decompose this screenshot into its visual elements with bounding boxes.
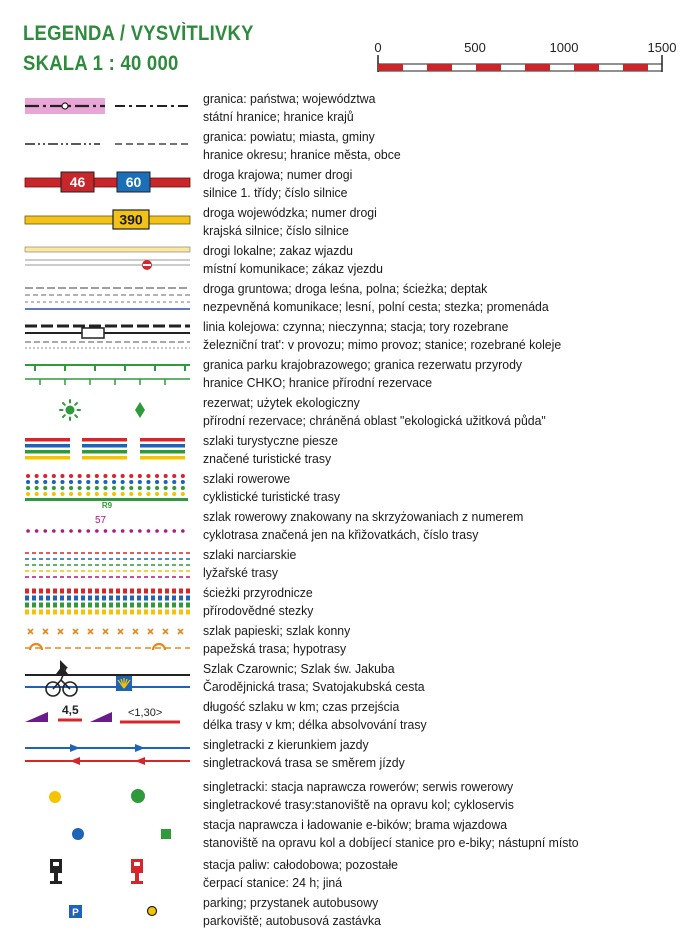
legend-row-park-border	[0, 354, 700, 394]
legend-text	[203, 394, 663, 430]
label-pl: szlak papieski; szlak konny	[203, 623, 351, 638]
label-pl: singletracki z kierunkiem jazdy	[203, 737, 369, 752]
legend-text	[203, 280, 663, 316]
national-road-symbol	[20, 164, 195, 204]
legend-row-repair-station	[0, 776, 700, 816]
label-cz: místní komunikace; zákaz vjezdu	[203, 261, 383, 276]
label-cz: čerpací stanice: 24 h; jiná	[203, 875, 343, 890]
horseshoe-icon	[153, 644, 165, 650]
witch-jacob-trail-symbol	[20, 658, 195, 698]
label-cz: Čarodějnická trasa; Svatojakubská cesta	[203, 679, 425, 694]
legend-text	[203, 660, 663, 696]
legend-row-fuel-station	[0, 854, 700, 894]
fuel-station-24h-icon	[50, 859, 62, 884]
ski-trails-symbol	[20, 544, 195, 584]
legend-text	[203, 856, 663, 892]
label-cz: státní hranice; hranice krajů	[203, 109, 354, 124]
label-pl: singletracki: stacja naprawcza rowerów; serwis rowerowy	[203, 779, 514, 794]
legend-text	[203, 894, 663, 930]
legend-text	[203, 698, 663, 734]
reserve-symbol	[20, 392, 195, 432]
road-number-60: 60	[125, 174, 142, 190]
repair-station-symbol	[20, 776, 195, 816]
label-cz: cyklistické turistické trasy	[203, 489, 340, 504]
label-cz: krajská silnice; číslo silnice	[203, 223, 349, 238]
legend-header	[0, 0, 700, 90]
parking-letter: P	[72, 907, 79, 919]
papal-horse-trail-symbol	[20, 620, 195, 660]
label-pl: stacja naprawcza i ładowanie e-bików; brama wjazdowa	[203, 817, 508, 832]
label-pl: drogi lokalne; zakaz wjazdu	[203, 243, 353, 258]
legend-row-local-roads	[0, 240, 700, 280]
scale-bar	[370, 40, 677, 80]
label-cz: značené turistické trasy	[203, 451, 332, 466]
label-pl: szlaki turystyczne piesze	[203, 433, 338, 448]
label-cz: přírodní rezervace; chráněná oblast "ekologická užitková půda"	[203, 413, 546, 428]
scale-label-0: 0	[374, 40, 382, 55]
scale-label-1500: 1500	[647, 40, 677, 55]
legend-text	[203, 128, 663, 164]
label-pl: parking; przystanek autobusowy	[203, 895, 379, 910]
legend-text	[203, 778, 663, 814]
legend-row-trail-length	[0, 696, 700, 736]
park-border-symbol	[20, 354, 195, 394]
legend-row-papal-horse-trail	[0, 620, 700, 660]
label-pl: droga gruntowa; droga leśna, polna; ścieżka; deptak	[203, 281, 488, 296]
legend-row-state-border	[0, 88, 700, 128]
nature-trails-symbol	[20, 582, 195, 622]
legend-row-hiking-trails	[0, 430, 700, 470]
label-cz: parkoviště; autobusová zastávka	[203, 913, 381, 928]
label-pl: szlaki narciarskie	[203, 547, 297, 562]
legend-row-dirt-road	[0, 278, 700, 318]
horseshoe-icon	[30, 644, 42, 650]
bike-junction-route-symbol	[20, 506, 195, 546]
reserve-sun-icon	[60, 400, 80, 420]
label-cz: cyklotrasa značená jen na křižovatkách, číslo trasy	[203, 527, 479, 542]
legend-row-ski-trails	[0, 544, 700, 584]
label-pl: długość szlaku w km; czas przejścia	[203, 699, 400, 714]
legend-text	[203, 318, 663, 354]
label-cz: přírodovědné stezky	[203, 603, 314, 618]
local-road-symbol	[20, 240, 195, 280]
label-pl: droga krajowa; numer drogi	[203, 167, 353, 182]
label-cz: hranice okresu; hranice města, obce	[203, 147, 401, 162]
fuel-station-icon	[131, 859, 143, 884]
legend-text	[203, 470, 663, 506]
label-pl: Szlak Czarownic; Szlak św. Jakuba	[203, 661, 395, 676]
legend-text	[203, 736, 663, 772]
label-cz: hranice CHKO; hranice přírodní rezervace	[203, 375, 433, 390]
bike-route-number: R9	[101, 501, 113, 508]
label-cz: singletracková trasa se směrem jízdy	[203, 755, 405, 770]
junction-route-number: 57	[95, 515, 107, 526]
legend-text	[203, 432, 663, 468]
fuel-station-symbol	[20, 854, 195, 894]
legend-text	[203, 816, 663, 852]
legend-row-reserve	[0, 392, 700, 432]
dirt-road-symbol	[20, 278, 195, 318]
voivodeship-road-symbol	[20, 202, 195, 242]
railway-symbol	[20, 316, 195, 356]
label-cz: stanoviště na opravu kol a dobíjecí stanice pro e-biky; nástupní místo	[203, 835, 579, 850]
district-border-symbol	[20, 126, 195, 166]
legend-row-witch-jacob-trail	[0, 658, 700, 698]
legend-text	[203, 204, 663, 240]
label-pl: granica: państwa; województwa	[203, 91, 376, 106]
ecological-diamond-icon	[135, 402, 145, 418]
label-cz: papežská trasa; hypotrasy	[203, 641, 347, 656]
label-pl: rezerwat; użytek ekologiczny	[203, 395, 360, 410]
bike-service-dot-icon	[131, 789, 145, 803]
label-cz: silnice 1. třídy; číslo silnice	[203, 185, 348, 200]
label-cz: železniční trat': v provozu; mimo provoz; stanice; rozebrané koleje	[203, 337, 562, 352]
singletrack-direction-symbol	[20, 734, 195, 774]
legend-row-voivodeship-road	[0, 202, 700, 242]
legend-row-parking	[0, 892, 700, 932]
length-flag-icon	[90, 712, 112, 722]
bike-trails-symbol	[20, 468, 195, 508]
length-flag-icon	[25, 712, 48, 722]
legend-row-railway	[0, 316, 700, 356]
scale-bar-graphic	[370, 40, 670, 80]
label-cz: délka trasy v km; délka absolvování trasy	[203, 717, 427, 732]
hiking-trails-symbol	[20, 430, 195, 470]
legend-row-bike-junction-route	[0, 506, 700, 546]
legend-text	[203, 356, 663, 392]
legend-text	[203, 90, 663, 126]
parking-symbol	[20, 892, 195, 932]
legend-row-singletrack-direction	[0, 734, 700, 774]
label-cz: lyžařské trasy	[203, 565, 278, 580]
legend-row-nature-trails	[0, 582, 700, 622]
label-pl: szlaki rowerowe	[203, 471, 291, 486]
scale-title: SKALA 1 : 40 000	[23, 52, 179, 75]
legend-row-ebike-charging	[0, 814, 700, 854]
legend-text	[203, 622, 663, 658]
legend-text	[203, 546, 663, 582]
state-border-symbol	[20, 88, 195, 128]
witch-on-bicycle-icon	[46, 660, 77, 696]
trail-length-value: 4,5	[62, 703, 79, 717]
label-pl: stacja paliw: całodobowa; pozostałe	[203, 857, 398, 872]
legend-text	[203, 508, 663, 544]
legend-text	[203, 242, 663, 278]
label-pl: granica parku krajobrazowego; granica rezerwatu przyrody	[203, 357, 523, 372]
repair-station-dot-icon	[49, 791, 61, 803]
legend-text	[203, 584, 663, 620]
legend-row-national-road	[0, 164, 700, 204]
label-cz: nezpevněná komunikace; lesní, polní cesta; stezka; promenáda	[203, 299, 549, 314]
label-pl: linia kolejowa: czynna; nieczynna; stacja; tory rozebrane	[203, 319, 509, 334]
legend-row-district-border	[0, 126, 700, 166]
label-cz: singletrackové trasy:stanoviště na opravu kol; cykloservis	[203, 797, 514, 812]
label-pl: droga wojewódzka; numer drogi	[203, 205, 377, 220]
trail-length-symbol	[20, 696, 195, 736]
scale-label-1000: 1000	[549, 40, 579, 55]
trail-time-value: <1,30>	[128, 707, 163, 719]
scale-label-500: 500	[464, 40, 486, 55]
road-number-46: 46	[69, 174, 86, 190]
road-number-390: 390	[119, 211, 143, 228]
label-pl: szlak rowerowy znakowany na skrzyżowaniach z numerem	[203, 509, 524, 524]
legend-row-bike-trails	[0, 468, 700, 508]
legend-title: LEGENDA / VYSVÌTLIVKY	[23, 22, 254, 45]
bus-stop-icon	[148, 907, 157, 916]
ebike-charging-dot-icon	[72, 828, 84, 840]
ebike-charging-symbol	[20, 814, 195, 854]
label-pl: ścieżki przyrodnicze	[203, 585, 313, 600]
legend-text	[203, 166, 663, 202]
label-pl: granica: powiatu; miasta, gminy	[203, 129, 375, 144]
entry-gate-icon	[161, 829, 171, 839]
